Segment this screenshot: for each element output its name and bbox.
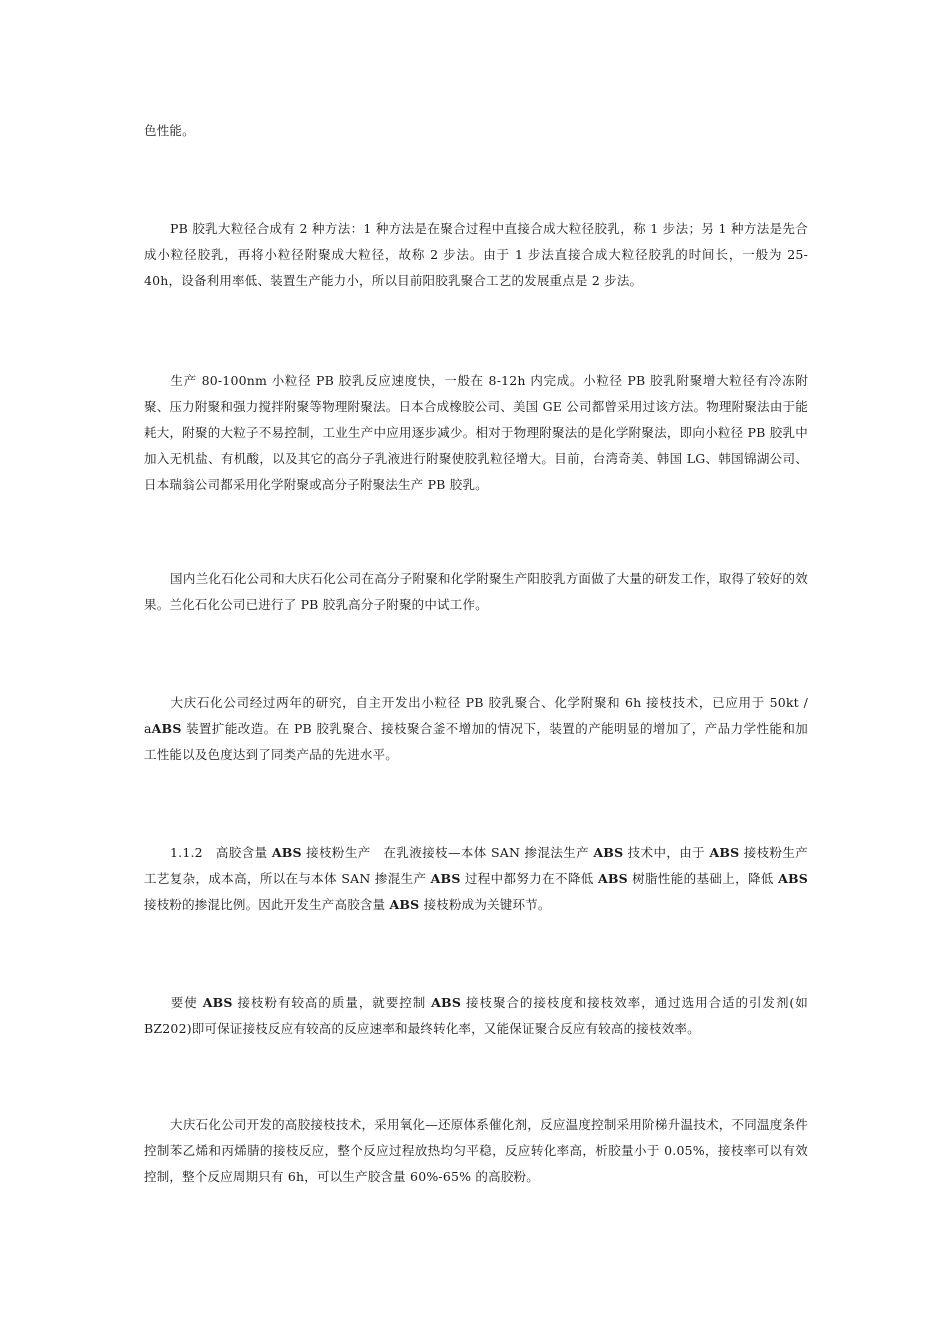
bold-term: ABS [202, 995, 233, 1010]
bold-term: ABS [151, 721, 182, 736]
bold-term: ABS [271, 845, 302, 860]
paragraph-pb-latex-methods [144, 216, 808, 294]
bold-term: ABS [709, 845, 740, 860]
text-segment: 装置扩能改造。在 PB 胶乳聚合、接枝聚合釜不增加的情况下，装置的产能明显的增加了，产品力学性能和加工性能以及色度达到了同类产品的先进水平。 [144, 721, 808, 762]
paragraph-daqing-technology [144, 690, 808, 768]
bold-term: ABS [431, 995, 462, 1010]
text-segment: 接枝粉有较高的质量，就要控制 [232, 995, 432, 1010]
bold-term: ABS [597, 871, 628, 886]
text-segment: 生产 80-100nm 小粒径 PB 胶乳反应速度快，一般在 8-12h 内完成。小粒径 PB 胶乳附聚增大粒径有冷冻附聚、压力附聚和强力搅拌附聚等物理附聚法。日本合成橡胶公司、美国 GE 公司都曾采用过该方法。物理附聚法由于能耗大，附聚的大粒子不易控制，工业生产中应用逐步减少。相对于物理附聚法的是化学附聚法，即向小粒径 PB 胶乳中加入无机盐、有机酸，以及其它的高分子乳液进行附聚使胶乳粒径增大。目前，台湾奇美、韩国 LG、韩国锦湖公司、日本瑞翁公司都采用化学附聚或高分子附聚法生产 PB 胶乳。 [144, 373, 808, 492]
text-segment: 过程中都努力在不降低 [460, 871, 598, 886]
bold-term: ABS [389, 897, 420, 912]
paragraph-continuation [144, 118, 808, 144]
text-segment: 接枝粉生产 在乳液接枝—本体 SAN 掺混法生产 [301, 845, 594, 860]
bold-term: ABS [778, 871, 808, 886]
text-segment: 接枝聚合的接枝度和接枝效率，通过选用合适的引发剂(如 BZ202)即可保证接枝反应有较高的反应速率和最终转化率，又能保证聚合反应有较高的接枝效率。 [144, 995, 808, 1036]
text-segment: 国内兰化石化公司和大庆石化公司在高分子附聚和化学附聚生产阳胶乳方面做了大量的研发工作，取得了较好的效果。兰化石化公司已进行了 PB 胶乳高分子附聚的中试工作。 [144, 571, 808, 612]
bold-term: ABS [593, 845, 624, 860]
paragraph-section-1-1-2 [144, 840, 808, 918]
text-segment: PB 胶乳大粒径合成有 2 种方法：1 种方法是在聚合过程中直接合成大粒径胶乳，称 1 步法；另 1 种方法是先合成小粒径胶乳，再将小粒径附聚成大粒径，故称 2 步法。由于 1 步法直接合成大粒径胶乳的时间长，一般为 25-40h，设备利用率低、装置生产能力小，所以目前阳胶乳聚合工艺的发展重点是 2 步法。 [144, 221, 808, 288]
text-segment: 要使 [170, 995, 203, 1010]
text-segment: 大庆石化公司经过两年的研究，自主开发出小粒径 PB 胶乳聚合、化学附聚和 6h 接枝技术，已应用于 50kt / a [144, 695, 808, 736]
text-segment: 色性能。 [144, 123, 195, 138]
text-segment: 接枝粉成为关键环节。 [419, 897, 551, 912]
text-segment: 接枝粉生产工艺复杂，成本高，所以在与本体 SAN 掺混生产 [144, 845, 808, 886]
text-segment: 1.1.2 高胶含量 [170, 845, 272, 860]
text-segment: 树脂性能的基础上，降低 [627, 871, 779, 886]
paragraph-domestic-research [144, 566, 808, 618]
text-segment: 技术中，由于 [623, 845, 710, 860]
paragraph-grafting-quality [144, 990, 808, 1042]
paragraph-high-rubber-grafting [144, 1112, 808, 1190]
paragraph-small-particle-agglomeration [144, 368, 808, 498]
bold-term: ABS [430, 871, 461, 886]
text-segment: 大庆石化公司开发的高胶接枝技术，采用氧化—还原体系催化剂，反应温度控制采用阶梯升温技术，不同温度条件控制苯乙烯和丙烯腈的接枝反应，整个反应过程放热均匀平稳，反应转化率高，析胶量小于 0.05%，接枝率可以有效控制，整个反应周期只有 6h，可以生产胶含量 60%-65% 的高胶粉。 [144, 1117, 808, 1184]
text-segment: 接枝粉的掺混比例。因此开发生产高胶含量 [144, 897, 390, 912]
